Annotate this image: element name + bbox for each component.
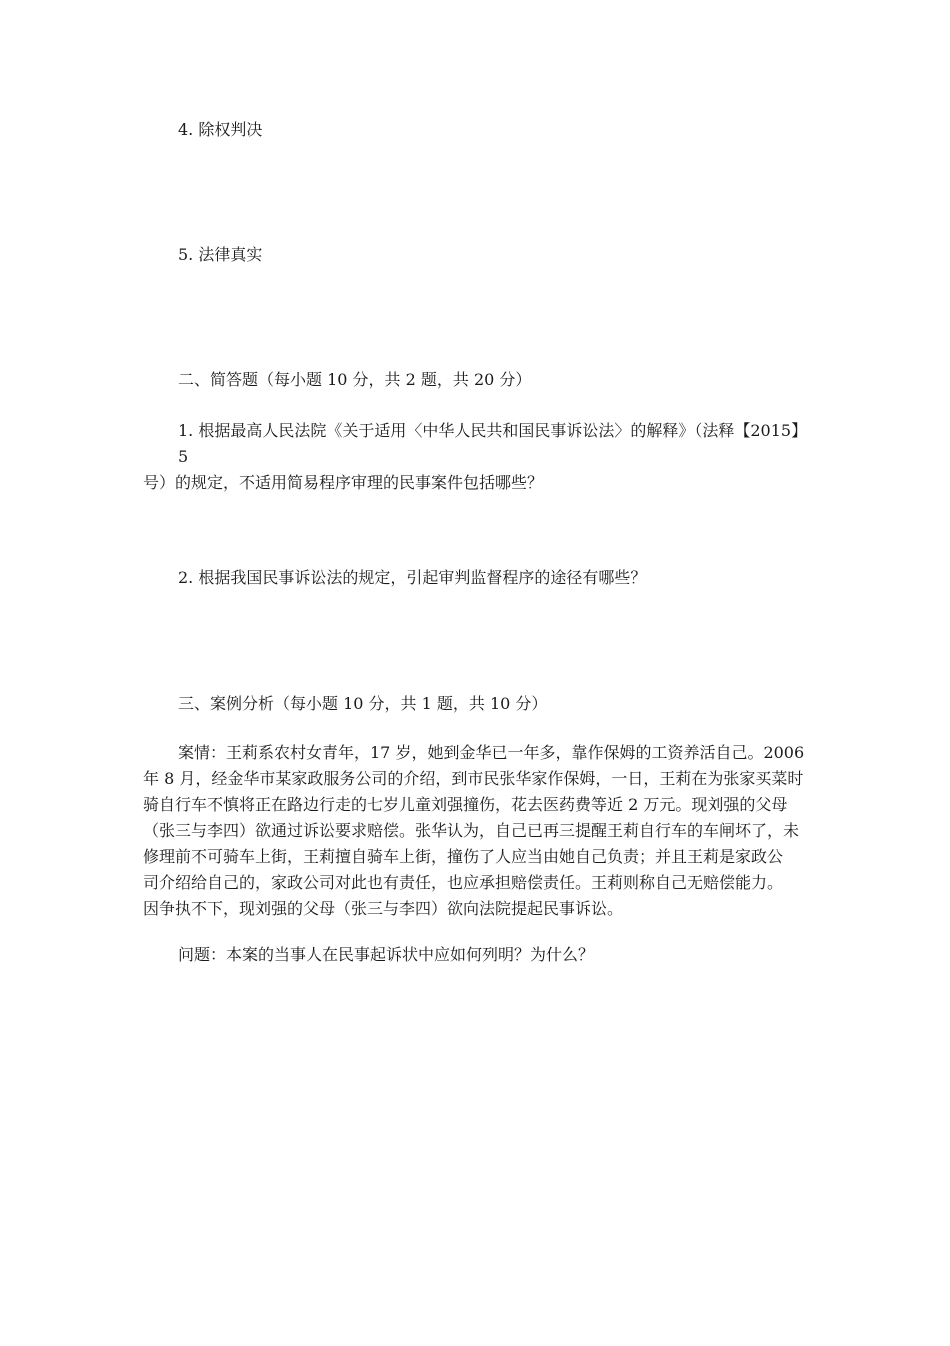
- case-description: [143, 740, 809, 922]
- section-heading-short-answer: 二、简答题（每小题 10 分，共 2 题，共 20 分）: [178, 370, 532, 389]
- case-line: 司介绍给自己的，家政公司对此也有责任，也应承担赔偿责任。王莉则称自己无赔偿能力。: [143, 873, 784, 892]
- case-line: 年 8 月，经金华市某家政服务公司的介绍，到市民张华家作保姆，一日，王莉在为张家买菜时: [143, 769, 804, 788]
- section-heading-case-analysis: 三、案例分析（每小题 10 分，共 1 题，共 10 分）: [178, 694, 548, 713]
- question-1: [143, 418, 809, 496]
- question-2: 2. 根据我国民事诉讼法的规定，引起审判监督程序的途径有哪些？: [178, 568, 647, 587]
- question-1-line-1: 1. 根据最高人民法院《关于适用〈中华人民共和国民事诉讼法〉的解释》（法释【2015】5: [178, 421, 808, 466]
- case-question: 问题：本案的当事人在民事起诉状中应如何列明？为什么？: [178, 945, 595, 964]
- case-line: 修理前不可骑车上街，王莉擅自骑车上街，撞伤了人应当由她自己负责；并且王莉是家政公: [143, 847, 784, 866]
- question-1-line-2: 号）的规定，不适用简易程序审理的民事案件包括哪些？: [143, 473, 544, 492]
- case-line: 案情：王莉系农村女青年，17 岁，她到金华已一年多，靠作保姆的工资养活自己。2006: [178, 743, 805, 762]
- case-line: 因争执不下，现刘强的父母（张三与李四）欲向法院提起民事诉讼。: [143, 899, 624, 918]
- term-item-4: 4. 除权判决: [178, 120, 263, 139]
- term-item-5: 5. 法律真实: [178, 245, 263, 264]
- case-line: （张三与李四）欲通过诉讼要求赔偿。张华认为，自己已再三提醒王莉自行车的车闸坏了，未: [143, 821, 800, 840]
- case-line: 骑自行车不慎将正在路边行走的七岁儿童刘强撞伤，花去医药费等近 2 万元。现刘强的父母: [143, 795, 788, 814]
